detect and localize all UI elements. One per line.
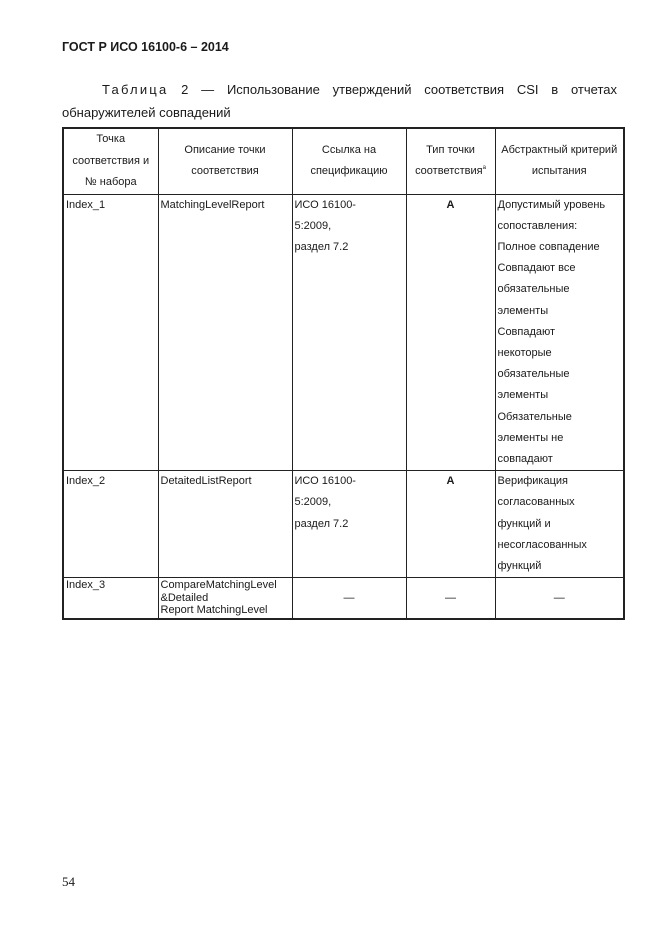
conformance-point-description [158, 578, 292, 619]
desc-line: CompareMatchingLevel [160, 579, 277, 592]
criteria-line: Совпадают [497, 325, 556, 338]
table-row [63, 471, 624, 578]
test-criteria: — [495, 578, 624, 619]
conformance-point-id: Index_2 [63, 471, 158, 578]
criteria-line: функций [497, 559, 542, 572]
criteria-line: Допустимый уровень [497, 198, 606, 211]
column-header: Абстрактный критерий испытания [495, 128, 624, 194]
conformance-point-description: MatchingLevelReport [158, 194, 292, 471]
criteria-line: Полное совпадение [497, 240, 600, 253]
document-header: ГОСТ Р ИСО 16100-6 – 2014 [62, 40, 229, 54]
conformance-point-id: Index_3 [63, 578, 158, 619]
page-number: 54 [62, 874, 75, 889]
caption-line-1 [62, 78, 617, 101]
table-caption [62, 78, 617, 124]
column-header-text: Тип точки соответствия [415, 143, 483, 178]
footnote-marker: a [482, 165, 486, 172]
criteria-line: согласованных [497, 496, 575, 509]
table-row [63, 578, 624, 619]
conformance-table [62, 127, 625, 620]
table-row [63, 194, 624, 471]
criteria-line: элементы [497, 389, 549, 402]
conformance-point-description: DetaitedListReport [158, 471, 292, 578]
criteria-line: Совпадают все [497, 262, 576, 275]
specification-reference [292, 194, 406, 471]
conformance-point-id: Index_1 [63, 194, 158, 471]
conformance-type: A [406, 194, 495, 471]
column-header: Ссылка на спецификацию [292, 128, 406, 194]
criteria-line: некоторые [497, 346, 552, 359]
caption-line-2: обнаружителей совпадений [62, 105, 231, 120]
criteria-line: функций и [497, 517, 551, 530]
criteria-line: обязательные [497, 368, 570, 381]
test-criteria [495, 471, 624, 578]
criteria-line: Верификация [497, 475, 568, 488]
criteria-line: несогласованных [497, 538, 587, 551]
specification-reference: — [292, 578, 406, 619]
ref-line: ИСО 16100- [294, 475, 356, 488]
ref-line: раздел 7.2 [294, 240, 349, 253]
ref-line: 5:2009, [294, 496, 332, 509]
desc-line: Report MatchingLevel [160, 604, 268, 617]
ref-line: раздел 7.2 [294, 517, 349, 530]
caption-text: — Использование утверждений соответствия CSI в отчетах [201, 82, 617, 97]
criteria-line: совпадают [497, 452, 553, 465]
conformance-type: A [406, 471, 495, 578]
criteria-line: обязательные [497, 283, 570, 296]
column-header: Точка соответствия и № набора [63, 128, 158, 194]
criteria-line: сопоставления: [497, 219, 578, 232]
column-header [406, 128, 495, 194]
ref-line: ИСО 16100- [294, 198, 356, 211]
desc-line: &Detailed [160, 591, 209, 604]
column-header: Описание точки соответствия [158, 128, 292, 194]
caption-label: Таблица [102, 82, 169, 97]
conformance-type: — [406, 578, 495, 619]
table-header-row [63, 128, 624, 194]
ref-line: 5:2009, [294, 219, 332, 232]
caption-number: 2 [181, 82, 189, 97]
criteria-line: Обязательные [497, 410, 572, 423]
specification-reference [292, 471, 406, 578]
criteria-line: элементы [497, 304, 549, 317]
criteria-line: элементы не [497, 431, 564, 444]
test-criteria [495, 194, 624, 471]
